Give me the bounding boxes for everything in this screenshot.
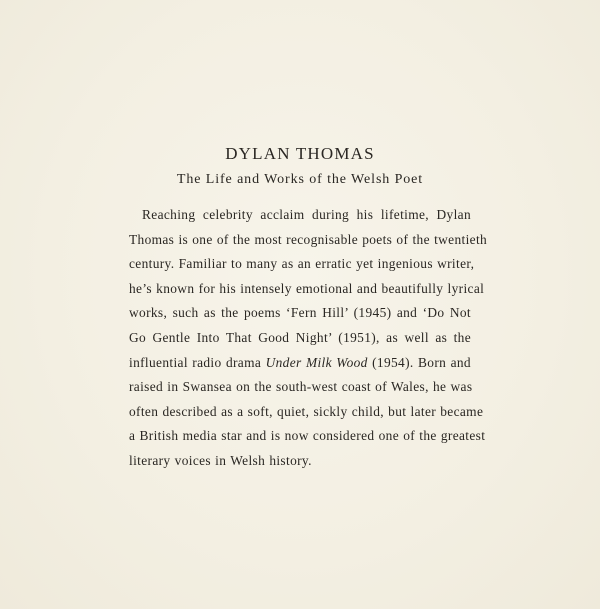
paragraph-line: Thomas is one of the most recognisable poets of the twentieth — [129, 231, 488, 247]
paragraph-line: century. Familiar to many as an erratic yet ingenious writer, — [129, 256, 475, 272]
paragraph-line: Go Gentle Into That Good Night’ (1951), as well as the — [129, 329, 471, 345]
work-title-italic: Under Milk Wood — [265, 354, 368, 370]
body-paragraph — [129, 203, 488, 474]
page-subtitle: The Life and Works of the Welsh Poet — [176, 172, 424, 187]
paragraph-line: Reaching celebrity acclaim during his lifetime, Dylan — [142, 207, 471, 222]
paragraph-line-with-title — [129, 351, 471, 376]
paragraph-text-segment: (1954). Born and — [372, 354, 471, 370]
paragraph-line: a British media star and is now considered one of the greatest — [129, 428, 486, 444]
paragraph-line: works, such as the poems ‘Fern Hill’ (1945) and ‘Do Not — [129, 305, 471, 321]
paragraph-line: literary voices in Welsh history. — [129, 452, 312, 468]
paragraph-line: raised in Swansea on the south-west coast of Wales, he was — [129, 379, 473, 395]
page-title: DYLAN THOMAS — [225, 144, 375, 163]
paragraph-line: often described as a soft, quiet, sickly child, but later became — [129, 403, 484, 419]
paragraph-line: he’s known for his intensely emotional and beautifully lyrical — [129, 280, 485, 296]
paragraph-text-segment: influential radio drama — [129, 354, 262, 370]
